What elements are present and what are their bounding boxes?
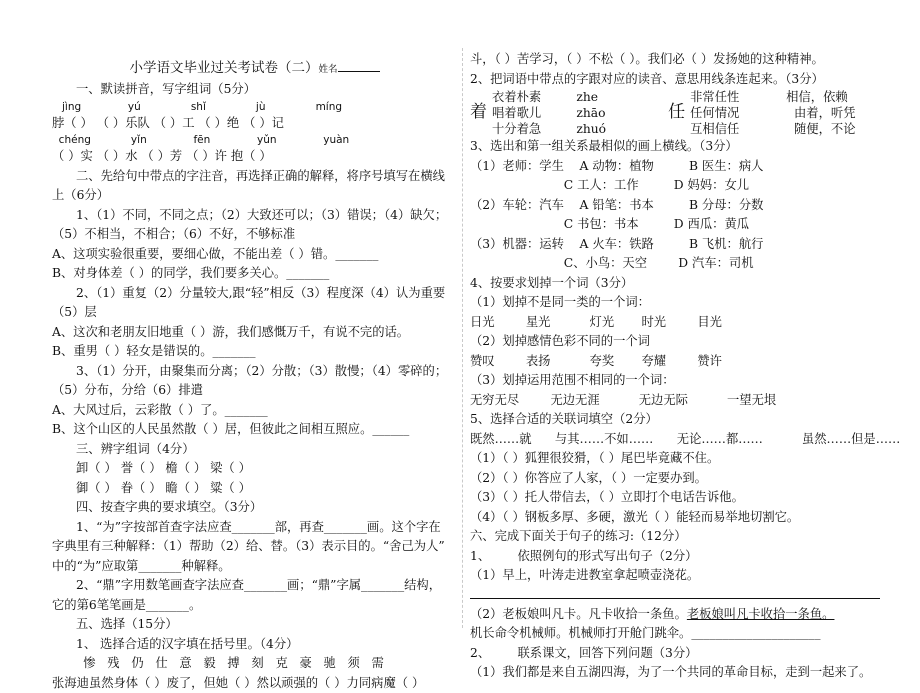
pinyin-row-1: jìng yú shǐ jù míng xyxy=(52,100,457,114)
q3-heading: 三、辨字组词（4分） xyxy=(52,440,457,460)
q3-row-1[interactable]: 卸（ ） 誉（ ） 檐（ ） 梁（ ） xyxy=(52,459,457,479)
q2-s2-a[interactable]: A、这次和老朋友旧地重（ ）游，我们感慨万千，有说不完的话。 xyxy=(52,323,457,343)
strike-3-words[interactable]: 无穷无尽 无边无涯 无边无际 一望无垠 xyxy=(470,391,882,411)
column-divider xyxy=(462,48,463,628)
match-ren-item[interactable]: 互相信任 随便，不论 xyxy=(690,121,855,137)
q2-s3-a[interactable]: A、大风过后，云彩散（ ）了。_______ xyxy=(52,401,457,421)
q2-heading: 二、先给句中带点的字注音，再选择正确的解释，将序号填写在横线 xyxy=(52,167,457,187)
sentence-2-example xyxy=(470,605,882,625)
name-label: 姓名 xyxy=(318,64,337,75)
sentence-2-combined: 老板娘叫凡卡收拾一条鱼。 xyxy=(687,607,835,621)
sentence-1-instruction: 1、 依照例句的形式写出句子（2分） xyxy=(470,547,882,567)
q5-heading: 五、选择（15分） xyxy=(52,615,457,635)
relation-1b[interactable]: C 工人：工作 D 妈妈：女儿 xyxy=(470,176,882,196)
answer-line[interactable] xyxy=(470,588,880,599)
match-ren-items[interactable] xyxy=(690,89,855,137)
strike-1-instruction: （1）划掉不是同一类的一个词： xyxy=(470,293,882,313)
conjunction-options: 既然……就 与其……不如…… 无论……都…… 虽然……但是…… xyxy=(470,430,882,450)
q1-row-1[interactable]: 脖（ ） （ ）乐队 （ ）工 （ ）绝 （ ）记 xyxy=(52,114,457,134)
strike-3-instruction: （3）划掉运用范围不相同的一个词： xyxy=(470,371,882,391)
match-zhe-item[interactable]: 衣着朴素 zhe xyxy=(492,89,606,105)
q5-1-characters: 惨 残 仍 仕 意 毅 搏 刻 克 豪 驰 须 需 xyxy=(52,654,457,674)
text-question-1: （1）我们都是来自五湖四海，为了一个共同的革命目标，走到一起来了。 xyxy=(470,663,882,683)
q2-s3-b[interactable]: B、这个山区的人民虽然散（ ）居，但彼此之间相互照应。______ xyxy=(52,420,457,440)
q1-row-2[interactable]: （ ）实 （ ）水 （ ）芳 （ ）许 抱（ ） xyxy=(52,147,457,167)
q3-row-2[interactable]: 御（ ） 眷（ ） 瞻（ ） 粱（ ） xyxy=(52,479,457,499)
q4-2-a[interactable]: 2、“鼎”字用数笔画查字法应查_______画；“鼎”字属_______结构， xyxy=(52,576,457,596)
match-heading: 2、把词语中带点的字跟对应的读音、意思用线条连起来。（3分） xyxy=(470,70,882,90)
exam-title xyxy=(52,0,457,78)
q4-2-b[interactable]: 它的第6笔笔画是_______。 xyxy=(52,596,457,616)
match-zhe-item[interactable]: 十分着急 zhuó xyxy=(492,121,606,137)
sentence-heading: 六、完成下面关于句子的练习:（12分） xyxy=(470,527,882,547)
conjunction-1[interactable]: （1）（ ）狐狸很狡猾，（ ）尾巴毕竟藏不住。 xyxy=(470,449,882,469)
q4-heading: 四、按查字典的要求填空。（3分） xyxy=(52,498,457,518)
name-blank[interactable] xyxy=(338,60,380,72)
q4-1-b: 字典里有三种解释：（1）帮助（2）给、替。（3）表示目的。“舍己为人” xyxy=(52,537,457,557)
conjunction-heading: 5、选择合适的关联词填空（2分） xyxy=(470,410,882,430)
strike-2-instruction: （2）划掉感情色彩不同的一个词 xyxy=(470,332,882,352)
match-zhe-items[interactable] xyxy=(492,89,606,137)
q4-1-a[interactable]: 1、“为”字按部首查字法应查_______部，再查_______画。这个字在 xyxy=(52,518,457,538)
q5-1-instruction: 1、 选择合适的汉字填在括号里。（4分） xyxy=(52,635,457,655)
left-column xyxy=(52,0,457,693)
q2-s2-b[interactable]: B、重男（ ）轻女是错误的。_______ xyxy=(52,342,457,362)
sentence-2-task[interactable]: 机长命令机械师。机械师打开舱门跳伞。_____________________ xyxy=(470,624,882,644)
q2-s3-options-cont: （5）分布，分给（6）排遣 xyxy=(52,381,457,401)
match-head-ren: 任 xyxy=(668,103,690,123)
relation-2b[interactable]: C 书包：书本 D 西瓜：黄瓜 xyxy=(470,215,882,235)
relation-3b[interactable]: C、小鸟：天空 D 汽车：司机 xyxy=(470,254,882,274)
q2-s1-options: 1、（1）不同，不同之点；（2）大致还可以；（3）错误；（4）缺欠； xyxy=(52,206,457,226)
title-text: 小学语文毕业过关考试卷（二） xyxy=(129,60,318,76)
q5-1-passage[interactable]: 张海迪虽然身体（ ）废了，但她（ ）然以顽强的（ ）力同病魔（ ） xyxy=(52,674,457,693)
q2-heading-cont: 上（6分） xyxy=(52,186,457,206)
match-ren-item[interactable]: 任何情况 由着，听凭 xyxy=(690,105,855,121)
relation-1a[interactable]: （1）老师：学生 A 动物：植物 B 医生：病人 xyxy=(470,157,882,177)
pinyin-row-2: chéng yǐn fēn yǔn yuàn xyxy=(52,133,457,147)
q5-1-passage-cont[interactable]: 斗，（ ）苦学习，（ ）不松（ ）。我们必（ ）发扬她的这种精神。 xyxy=(470,50,882,70)
q2-s2-options: 2、（1）重复（2）分量较大,跟“轻”相反（3）程度深（4）认为重要 xyxy=(52,284,457,304)
q2-s3-options: 3、（1）分开，由聚集而分离；（2）分散；（3）散慢；（4）零碎的； xyxy=(52,362,457,382)
match-group-zhe xyxy=(470,89,882,137)
match-zhe-item[interactable]: 唱着歌儿 zhāo xyxy=(492,105,606,121)
conjunction-2[interactable]: （2）（ ）你答应了人家，（ ）一定要办到。 xyxy=(470,469,882,489)
q1-heading: 一、默读拼音，写字组词（5分） xyxy=(52,80,457,100)
relation-2a[interactable]: （2）车轮：汽车 A 铅笔：书本 B 分母：分数 xyxy=(470,196,882,216)
strike-2-words[interactable]: 赞叹 表扬 夸奖 夸耀 赞许 xyxy=(470,352,882,372)
q2-s1-b[interactable]: B、对身体差（ ）的同学，我们要多关心。_______ xyxy=(52,264,457,284)
q2-s1-a[interactable]: A、这项实验很重要，要细心做，不能出差（ ）错。_______ xyxy=(52,245,457,265)
q2-s1-options-cont: （5）不相当，不相合；（6）不好，不够标准 xyxy=(52,225,457,245)
right-column xyxy=(470,0,882,683)
q2-s2-options-cont: （5）层 xyxy=(52,303,457,323)
match-ren-item[interactable]: 非常任性 相信，依赖 xyxy=(690,89,855,105)
conjunction-3[interactable]: （3）（ ）托人带信去，（ ）立即打个电话告诉他。 xyxy=(470,488,882,508)
relation-3a[interactable]: （3）机器：运转 A 火车：铁路 B 飞机：航行 xyxy=(470,235,882,255)
match-head-zhe: 着 xyxy=(470,103,492,123)
strike-1-words[interactable]: 日光 星光 灯光 时光 目光 xyxy=(470,313,882,333)
text-question-heading: 2、 联系课文，回答下列问题（3分） xyxy=(470,644,882,664)
sentence-2-source: （2）老板娘叫凡卡。凡卡收拾一条鱼。 xyxy=(470,607,687,621)
relation-heading: 3、选出和第一组关系最相似的画上横线。（3分） xyxy=(470,137,882,157)
sentence-1-example: （1）早上，叶涛走进教室拿起喷壶浇花。 xyxy=(470,566,882,586)
strike-heading: 4、按要求划掉一个词（3分） xyxy=(470,274,882,294)
q4-1-c[interactable]: 中的“为”应取第_______种解释。 xyxy=(52,557,457,577)
conjunction-4[interactable]: （4）（ ）钢板多厚、多硬，激光（ ）能轻而易举地切割它。 xyxy=(470,508,882,528)
